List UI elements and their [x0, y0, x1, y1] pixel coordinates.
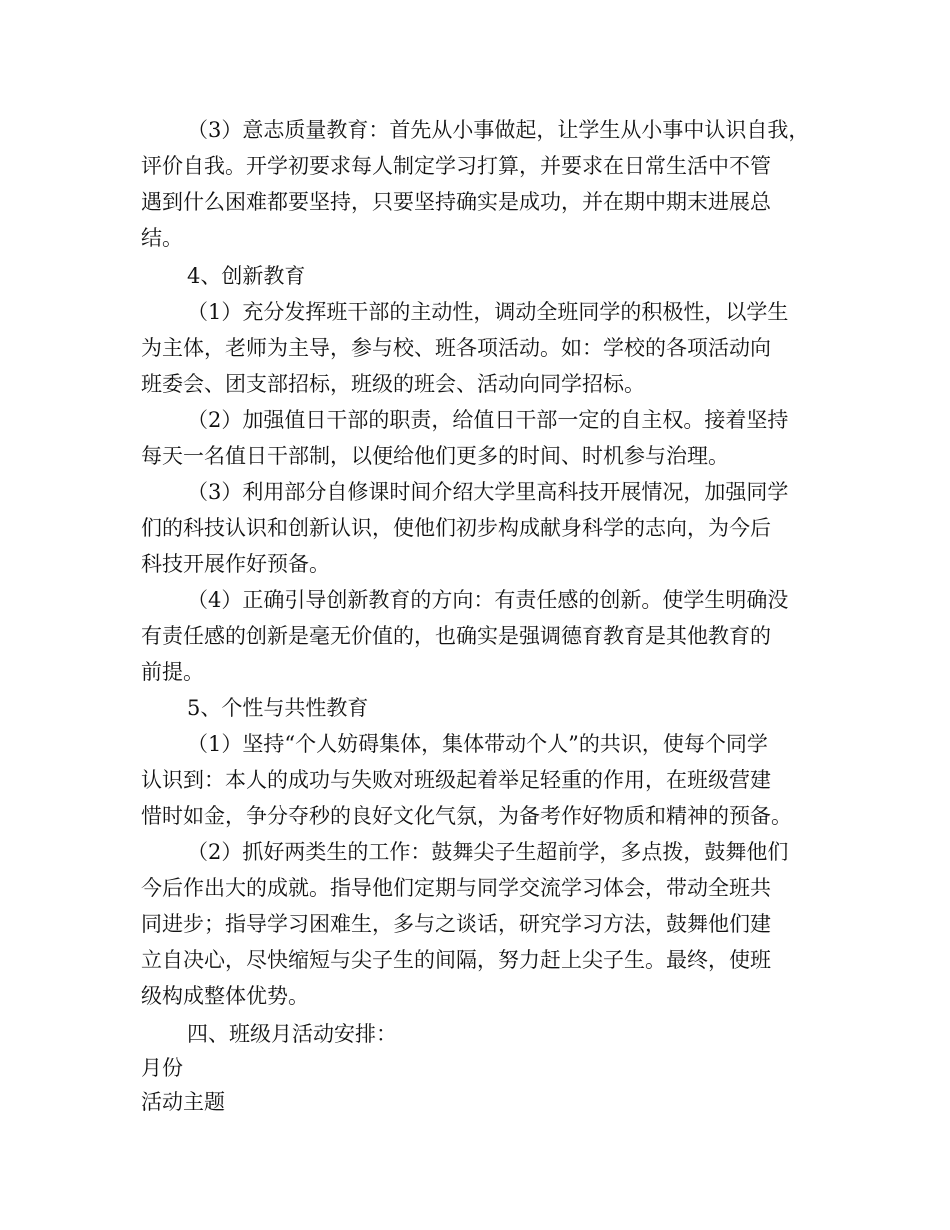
personality-item-2-line-5: 级构成整体优势。 — [141, 984, 309, 1008]
personality-item-2-line-1: （2）抓好两类生的工作：鼓舞尖子生超前学，多点拨，鼓舞他们 — [187, 840, 789, 864]
personality-item-2-line-3: 同进步；指导学习困难生，多与之谈话，研究学习方法，鼓舞他们建 — [141, 912, 771, 936]
section-heading-monthly-activities: 四、班级月活动安排： — [187, 1022, 397, 1046]
personality-item-1-line-1: （1）坚持“个人妨碍集体，集体带动个人”的共识，使每个同学 — [187, 732, 768, 756]
paragraph-3-line-3: 遇到什么困难都要坚持，只要坚持确实是成功，并在期中期末进展总 — [141, 190, 771, 214]
innovation-item-2-line-1: （2）加强值日干部的职责，给值日干部一定的自主权。接着坚持 — [187, 408, 789, 432]
innovation-item-4-line-3: 前提。 — [141, 660, 204, 684]
paragraph-3-line-1: （3）意志质量教育：首先从小事做起，让学生从小事中认识自我， — [187, 118, 810, 142]
personality-item-2-line-4: 立自决心，尽快缩短与尖子生的间隔，努力赶上尖子生。最终，使班 — [141, 948, 771, 972]
personality-item-1-line-3: 惜时如金，争分夺秒的良好文化气氛，为备考作好物质和精神的预备。 — [141, 804, 792, 828]
innovation-item-2-line-2: 每天一名值日干部制，以便给他们更多的时间、时机参与治理。 — [141, 444, 729, 468]
paragraph-3-line-4: 结。 — [141, 226, 183, 250]
innovation-item-3-line-2: 们的科技认识和创新认识，使他们初步构成献身科学的志向，为今后 — [141, 516, 771, 540]
innovation-item-1-line-2: 为主体，老师为主导，参与校、班各项活动。如：学校的各项活动向 — [141, 336, 771, 360]
innovation-item-4-line-2: 有责任感的创新是毫无价值的，也确实是强调德育教育是其他教育的 — [141, 624, 771, 648]
personality-item-1-line-2: 认识到：本人的成功与失败对班级起着举足轻重的作用，在班级营建 — [141, 768, 771, 792]
section-heading-personality: 5、个性与共性教育 — [187, 696, 369, 720]
paragraph-3-line-2: 评价自我。开学初要求每人制定学习打算，并要求在日常生活中不管 — [141, 154, 771, 178]
table-header-month: 月份 — [141, 1056, 183, 1080]
personality-item-2-line-2: 今后作出大的成就。指导他们定期与同学交流学习体会，带动全班共 — [141, 876, 771, 900]
innovation-item-1-line-3: 班委会、团支部招标，班级的班会、活动向同学招标。 — [141, 372, 645, 396]
section-heading-innovation: 4、创新教育 — [187, 264, 306, 288]
innovation-item-1-line-1: （1）充分发挥班干部的主动性，调动全班同学的积极性，以学生 — [187, 300, 789, 324]
table-header-activity-theme: 活动主题 — [141, 1090, 225, 1114]
innovation-item-4-line-1: （4）正确引导创新教育的方向：有责任感的创新。使学生明确没 — [187, 588, 789, 612]
innovation-item-3-line-3: 科技开展作好预备。 — [141, 552, 330, 576]
innovation-item-3-line-1: （3）利用部分自修课时间介绍大学里高科技开展情况，加强同学 — [187, 480, 789, 504]
